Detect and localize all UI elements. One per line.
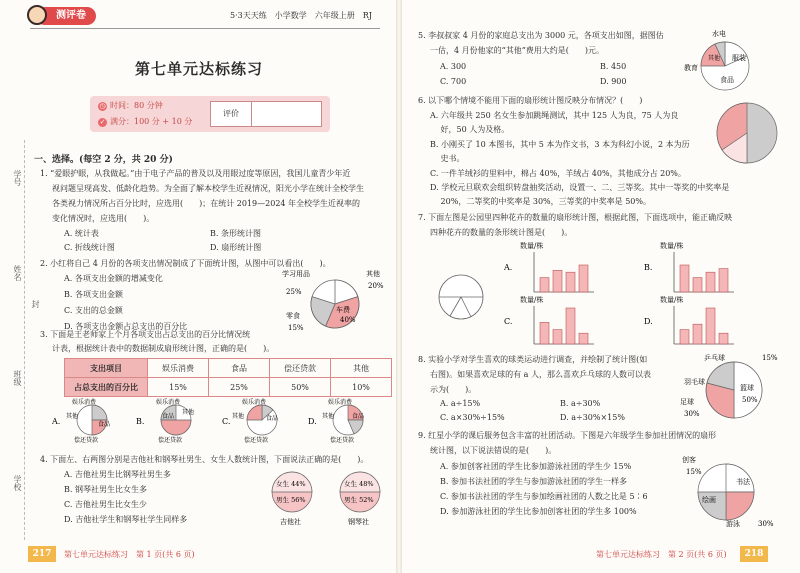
q9-option-c[interactable]: C. 参加书法社团的学生与参加绘画社团的人数之比是 5∶6	[440, 492, 648, 501]
q3-option-d[interactable]	[308, 398, 364, 444]
q8-option-a[interactable]: A. a÷15%	[440, 399, 481, 408]
q2-option-d[interactable]: D. 各项支出金额占总支出的百分比	[64, 322, 188, 331]
q2-label-40: 40%	[340, 316, 356, 324]
q5-label-edu: 教育	[684, 64, 698, 72]
q2-option-a[interactable]: A. 各项支出金额的增减变化	[64, 274, 163, 283]
q6-option-a[interactable]: A. 六年级共 250 名女生参加跳绳测试，其中 125 人为良，75 人为良	[430, 111, 679, 120]
q3-cell: 25%	[209, 378, 270, 397]
svg-text:食品: 食品	[98, 421, 111, 428]
q8-pie-chart	[676, 350, 786, 425]
svg-text:数量/株: 数量/株	[520, 296, 544, 304]
q7-bar	[579, 333, 588, 344]
q6-option-b[interactable]: B. 小刚买了 10 本图书，其中 5 本为作文书，3 本为科幻小说，2 本为历	[430, 140, 690, 149]
q3-line-1: 3. 下面是王老师家上个月各项支出占总支出的百分比情况统	[40, 330, 251, 339]
q1-line-2: 视问题呈现高发、低龄化趋势。为全面了解本校学生近视情况，阳光小学在统计全校学生	[52, 184, 364, 193]
q6-option-c[interactable]: C. 一件羊绒衫的里料中，棉占 40%，羊绒占 40%，其他成分占 20%。	[430, 169, 686, 178]
q8-line-1: 8. 实验小学对学生喜欢的球类运动进行调查，并绘制了统计图(如	[418, 355, 648, 364]
q5-pie-chart	[680, 26, 770, 96]
side-label-seal: 封	[31, 300, 40, 308]
check-icon: ✓	[99, 118, 106, 126]
q7-line-1: 7. 下面左图是公园里四种花卉的数量的扇形统计图，根据此图，下面选项中，能正确反映	[418, 213, 733, 222]
footer-right: 第七单元达标练习 第 2 页(共 6 页)	[596, 550, 727, 559]
q7-bar	[693, 278, 702, 292]
q7-bar	[706, 272, 715, 292]
time-line: ◷ 时间：80 分钟	[99, 101, 163, 110]
q7-option-c[interactable]	[504, 295, 594, 344]
q4-pie-guitar	[272, 472, 312, 526]
svg-text:吉他社: 吉他社	[280, 518, 301, 526]
svg-text:50%: 50%	[742, 396, 758, 404]
q5-label-other: 其他	[708, 55, 721, 62]
q7-bar	[540, 278, 549, 292]
svg-text:D.: D.	[308, 417, 317, 426]
q8-option-b[interactable]: B. a÷30%	[560, 399, 601, 408]
svg-text:偿还贷款: 偿还贷款	[330, 437, 355, 444]
svg-text:B.: B.	[136, 417, 145, 426]
svg-text:创客: 创客	[682, 456, 696, 464]
section-heading: 一、选择。(每空 2 分，共 20 分)	[34, 155, 173, 165]
q5-option-a[interactable]: A. 300	[440, 62, 467, 71]
q4-option-b[interactable]: B. 钢琴社男生比女生多	[64, 485, 147, 494]
svg-text:D.: D.	[644, 317, 653, 326]
q2-label-20: 20%	[368, 282, 384, 290]
header-rule	[30, 28, 380, 29]
svg-text:娱乐消费: 娱乐消费	[156, 399, 181, 406]
q2-label-other: 其他	[366, 270, 380, 278]
q3-cell: 其他	[331, 359, 392, 378]
q6-option-d-cont: 20%，二等奖的中奖率是 30%，三等奖的中奖率是 50%。	[430, 197, 651, 206]
svg-text:30%: 30%	[758, 520, 774, 528]
svg-text:偿还贷款: 偿还贷款	[74, 437, 99, 444]
q2-option-c[interactable]: C. 支出的总金额	[64, 306, 123, 315]
q7-bar	[719, 269, 728, 292]
score-line: ✓ 满分：100 分 + 10 分	[99, 117, 193, 126]
svg-text:其他: 其他	[66, 413, 79, 420]
eval-label: 评价	[211, 102, 252, 126]
q7-bar	[719, 333, 728, 344]
mascot-icon	[27, 5, 47, 25]
q6-pie-chart	[712, 98, 782, 168]
q3-option-c[interactable]	[222, 398, 278, 444]
svg-text:女生 48%: 女生 48%	[344, 480, 374, 488]
svg-text:A.: A.	[52, 417, 61, 426]
q3-cell: 偿还贷款	[270, 359, 331, 378]
q4-option-c[interactable]: C. 吉他社男生比女生少	[64, 500, 147, 509]
q4-pies	[262, 464, 392, 528]
q6-option-d[interactable]: D. 学校元旦联欢会组织转盘抽奖活动，设置一、二、三等奖。其中一等奖的中奖率是	[430, 183, 730, 192]
q1-option-c[interactable]: C. 折线统计图	[64, 243, 115, 252]
svg-text:男生 52%: 男生 52%	[344, 496, 374, 504]
q3-option-b[interactable]	[136, 398, 194, 444]
svg-text:钢琴社: 钢琴社	[348, 518, 369, 526]
q7-option-a[interactable]	[504, 241, 594, 292]
q7-bar	[553, 270, 562, 292]
svg-text:偿还贷款: 偿还贷款	[244, 437, 269, 444]
q5-label-clothes: 服装	[732, 54, 746, 62]
q7-bar	[566, 272, 575, 292]
q7-bar-options	[504, 240, 794, 346]
q7-option-b[interactable]	[644, 241, 734, 292]
q4-pie-piano	[340, 472, 380, 526]
q7-bar	[693, 324, 702, 344]
svg-text:15%: 15%	[762, 354, 778, 362]
q6-option-b-cont: 史书。	[430, 154, 465, 163]
q4-option-a[interactable]: A. 吉他社男生比钢琴社男生多	[64, 470, 171, 479]
q7-option-d[interactable]	[644, 295, 734, 344]
svg-text:B.: B.	[644, 263, 653, 272]
side-label-id: 学号	[13, 170, 22, 186]
q9-option-b[interactable]: B. 参加书法社团的学生与参加游泳社团的学生一样多	[440, 477, 627, 486]
q5-option-c[interactable]: C. 700	[440, 77, 467, 86]
q9-pie-chart	[676, 450, 786, 530]
q5-line-1: 5. 李叔叔家 4 月份的家庭总支出为 3000 元，各项支出如图，据图估	[418, 31, 664, 40]
header-meta: 5·3天天练 小学数学 六年级上册 RJ	[230, 11, 372, 20]
q4-option-d[interactable]: D. 吉他社学生和钢琴社学生同样多	[64, 515, 188, 524]
q8-line-3: 示为( )。	[430, 385, 477, 394]
svg-text:其他: 其他	[232, 413, 245, 420]
q9-option-a[interactable]: A. 参加创客社团的学生比参加游泳社团的学生少 15%	[440, 462, 632, 471]
q4-line-1: 4. 下面左、右两图分别是吉他社和钢琴社男生、女生人数统计图，下面说法正确的是( )。	[40, 455, 369, 464]
q3-cell: 50%	[270, 378, 331, 397]
q1-line-1: 1. “爱眼护眼，从我做起。”由于电子产品的普及以及用眼过度等原因，我国儿童青少年近	[40, 169, 351, 178]
svg-text:A.: A.	[504, 263, 513, 272]
svg-text:娱乐消费: 娱乐消费	[328, 399, 353, 406]
q7-pie-chart	[436, 272, 486, 322]
svg-text:乒乓球: 乒乓球	[704, 354, 725, 362]
q7-bar	[579, 265, 588, 292]
q5-option-d[interactable]: D. 900	[600, 77, 627, 86]
book-spine	[396, 0, 402, 573]
svg-text:偿还贷款: 偿还贷款	[158, 437, 183, 444]
q5-line-2: 一估，4 月份他家的“其他”费用大约是( )元。	[430, 46, 605, 55]
footer-left: 第七单元达标练习 第 1 页(共 6 页)	[64, 550, 195, 559]
svg-text:羽毛球: 羽毛球	[684, 378, 705, 386]
q5-option-b[interactable]: B. 450	[600, 62, 627, 71]
q8-option-c[interactable]: C. a×30%÷15%	[440, 413, 505, 422]
q7-bar	[540, 322, 549, 344]
q2-pie-chart	[280, 266, 390, 336]
q5-label-food: 食品	[720, 76, 734, 84]
q3-cell: 15%	[148, 378, 209, 397]
svg-text:男生 56%: 男生 56%	[276, 496, 306, 504]
svg-text:娱乐消费: 娱乐消费	[72, 399, 97, 406]
q2-option-b[interactable]: B. 各项支出金额	[64, 290, 123, 299]
q3-option-a[interactable]	[52, 398, 110, 444]
page-number-right: 218	[740, 546, 768, 562]
side-label-name: 姓名	[13, 265, 22, 281]
q2-label-15: 15%	[288, 324, 304, 332]
q3-head-percent: 占总支出的百分比	[65, 378, 148, 397]
q1-option-d[interactable]: D. 扇形统计图	[210, 243, 262, 252]
q2-label-study: 学习用品	[282, 270, 310, 278]
q3-cell: 10%	[331, 378, 392, 397]
q3-options	[52, 398, 392, 447]
svg-text:食品: 食品	[162, 413, 175, 420]
q3-cell: 娱乐消费	[148, 359, 209, 378]
q2-label-snack: 零食	[286, 312, 300, 320]
svg-text:篮球: 篮球	[740, 384, 754, 392]
binding-line	[24, 140, 25, 540]
svg-text:数量/株: 数量/株	[660, 242, 684, 250]
q5-label-utility: 水电	[712, 30, 726, 38]
svg-text:数量/株: 数量/株	[520, 242, 544, 250]
q6-line-1: 6. 以下哪个情境不能用下面的扇形统计图反映分布情况？( )	[418, 96, 643, 105]
q8-line-2: 右图)。如果喜欢足球的有 a 人，那么喜欢乒乓球的人数可以表	[430, 370, 651, 379]
side-label-class: 班级	[13, 370, 22, 386]
q6-option-a-cont: 好，50 人为及格。	[430, 125, 510, 134]
eval-box	[210, 101, 322, 127]
svg-text:游泳: 游泳	[726, 520, 740, 528]
q7-line-2: 四种花卉的数量的条形统计图是( )。	[430, 228, 573, 237]
page-number-left: 217	[28, 546, 56, 562]
q7-bar	[680, 265, 689, 292]
q1-option-b[interactable]: B. 条形统计图	[210, 229, 261, 238]
q3-mini-pies	[52, 398, 392, 444]
q2-label-fare: 车费	[336, 306, 350, 314]
svg-text:C.: C.	[222, 417, 231, 426]
q1-line-4: 变化情况时，应选用( )。	[52, 214, 155, 223]
q1-option-a[interactable]: A. 统计表	[64, 229, 99, 238]
q7-bar	[680, 330, 689, 344]
q7-bar	[553, 330, 562, 344]
svg-text:绘画: 绘画	[702, 496, 716, 504]
q3-table	[64, 358, 392, 397]
q2-label-25: 25%	[286, 288, 302, 296]
svg-text:食品: 食品	[352, 413, 365, 420]
svg-text:15%: 15%	[686, 468, 702, 476]
logo-badge: 测评卷	[36, 7, 96, 25]
page-title: 第七单元达标练习	[134, 60, 263, 78]
q7-bar	[706, 308, 715, 344]
svg-text:C.: C.	[504, 317, 513, 326]
clock-icon: ◷	[99, 102, 106, 110]
svg-text:足球: 足球	[680, 398, 694, 406]
q9-line-1: 9. 红星小学的课后服务包含丰富的社团活动。下图是六年级学生参加社团情况的扇形	[418, 431, 717, 440]
q2-line-1: 2. 小红将自己 4 月份的各项支出情况制成了下面统计图，从图中可以看出( )。	[40, 259, 331, 268]
q7-bar	[566, 308, 575, 344]
svg-text:食品: 食品	[266, 415, 279, 422]
svg-text:娱乐消费: 娱乐消费	[242, 399, 267, 406]
svg-text:其他: 其他	[322, 413, 335, 420]
svg-text:女生 44%: 女生 44%	[276, 480, 306, 488]
side-label-school: 学校	[13, 475, 22, 491]
q9-option-d[interactable]: D. 参加游泳社团的学生比参加创客社团的学生多 100%	[440, 507, 637, 516]
svg-text:数量/株: 数量/株	[660, 296, 684, 304]
q3-line-2: 计表，根据统计表中的数据制成扇形统计图，正确的是( )。	[52, 344, 275, 353]
q3-cell: 食品	[209, 359, 270, 378]
q9-line-2: 统计图，以下说法错误的是( )。	[430, 446, 557, 455]
svg-text:30%: 30%	[684, 410, 700, 418]
q1-line-3: 各类视力情况所占百分比时，应选用( )；在统计 2019—2024 年全校学生近视率的	[52, 199, 361, 208]
q3-head-item: 支出项目	[65, 359, 148, 378]
svg-text:书法: 书法	[736, 478, 750, 486]
q8-option-d[interactable]: D. a÷30%×15%	[560, 413, 625, 422]
svg-text:其他: 其他	[182, 409, 195, 416]
